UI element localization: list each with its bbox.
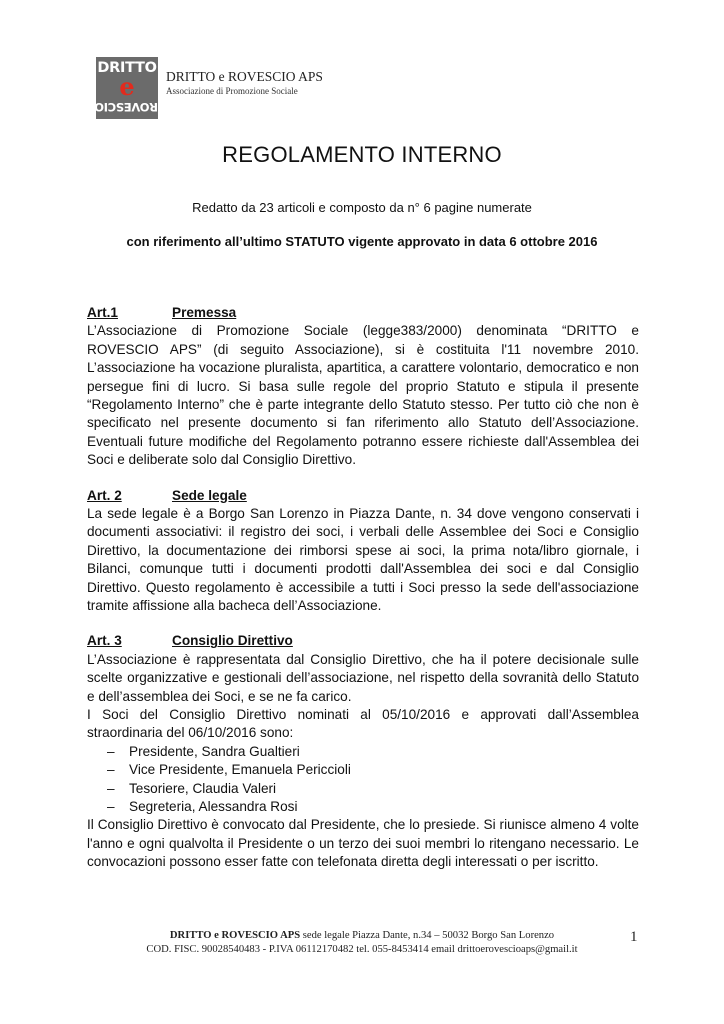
document-body [87, 304, 639, 872]
page-footer [0, 929, 724, 957]
footer-org-name: DRITTO e ROVESCIO APS [169, 930, 301, 941]
association-logo [96, 57, 158, 119]
logo-word-rovescio: ROVESCIO [94, 100, 158, 114]
member-entry: Segreteria, Alessandra Rosi [129, 799, 298, 815]
document-subtitle: Redatto da 23 articoli e composto da n° 6 pagine numerate [192, 200, 532, 215]
footer-line-1 [0, 929, 724, 943]
article-text-members-intro: I Soci del Consiglio Direttivo nominati al 05/10/2016 e approvati dall’Assemblea straordinaria del 06/10/2016 sono: [87, 707, 639, 741]
article-title: Consiglio Direttivo [172, 633, 293, 649]
article-number: Art. 2 [87, 487, 122, 503]
article-heading [87, 487, 639, 505]
article-text: L’Associazione di Promozione Sociale (legge383/2000) denominata “DRITTO e ROVESCIO APS” (di seguito Associazione), si è costituita l'11 novembre 2010. L’associazione ha vocazione pluralista, apartitica, a carattere volontario, democratico e non persegue fini di lucro. Si basa sulle regole del proprio Statuto e stipula il presente “Regolamento Interno” che è parte integrante dello Statuto stesso. Per tutto ciò che non è specificato nel presente documento si fan riferimento allo Statuto dell’Associazione. Eventuali future modifiche del Regolamento potranno essere richieste dall'Assemblea dei Soci e deliberate solo dal Consiglio Direttivo. [87, 323, 639, 468]
document-subtitle-statute: con riferimento all’ultimo STATUTO vigente approvato in data 6 ottobre 2016 [126, 234, 598, 249]
member-entry: Vice Presidente, Emanuela Periccioli [129, 762, 351, 778]
article-1 [87, 304, 639, 470]
article-2 [87, 487, 639, 616]
page-number: 1 [630, 929, 638, 945]
logo-word-dritto: DRITTO [97, 60, 157, 76]
dash-bullet-icon: – [107, 780, 115, 796]
article-number: Art.1 [87, 305, 118, 320]
article-heading [87, 632, 639, 650]
list-item [87, 798, 639, 816]
article-title: Premessa [172, 305, 237, 320]
dash-bullet-icon: – [107, 799, 115, 815]
header-org-subtitle: Associazione di Promozione Sociale [166, 86, 298, 96]
article-number: Art. 3 [87, 633, 122, 649]
article-heading [87, 304, 639, 322]
dash-bullet-icon: – [107, 743, 115, 759]
board-members-list [87, 743, 639, 817]
member-entry: Tesoriere, Claudia Valeri [129, 780, 277, 796]
article-title: Sede legale [172, 487, 247, 503]
article-text: L’Associazione è rappresentata dal Consiglio Direttivo, che ha il potere decisionale sulle scelte organizzative e gestionali dell’associazione, nel rispetto della sovranità dello Statuto e dell’assemblea dei Soci, e se ne fa carico. [87, 651, 639, 704]
footer-address: sede legale Piazza Dante, n.34 – 50032 Borgo San Lorenzo [300, 930, 555, 941]
logo-letter-e: e [119, 72, 135, 101]
article-3 [87, 632, 639, 871]
footer-line-2: COD. FISC. 90028540483 - P.IVA 06112170482 tel. 055-8453414 email drittoerovescioaps@gmail.it [146, 944, 578, 955]
list-item [87, 780, 639, 798]
header-org-name: DRITTO e ROVESCIO APS [166, 69, 323, 84]
document-title: REGOLAMENTO INTERNO [222, 142, 502, 167]
article-text-convocation: Il Consiglio Direttivo è convocato dal Presidente, che lo presiede. Si riunisce almeno 4 volte l'anno e ogni qualvolta il Presidente o un terzo dei suoi membri lo ritengano necessario. Le convocazioni possono esser fatte con telefonata diretta degli interessati o per iscritto. [87, 817, 639, 870]
list-item [87, 743, 639, 761]
list-item [87, 761, 639, 779]
article-text: La sede legale è a Borgo San Lorenzo in Piazza Dante, n. 34 dove vengono conservati i documenti associativi: il registro dei soci, i verbali delle Assemblee dei Soci e Consiglio Direttivo, la documentazione dei rimborsi spese ai soci, la prima nota/libro giornale, i Bilanci, comunque tutti i documenti prodotti dall'Assemblea dei soci e dal Consiglio Direttivo. Questo regolamento è accessibile a tutti i Soci presso la sede dell'associazione tramite affissione alla bacheca dell’Associazione. [87, 506, 639, 614]
member-entry: Presidente, Sandra Gualtieri [129, 743, 300, 759]
dash-bullet-icon: – [107, 762, 115, 778]
